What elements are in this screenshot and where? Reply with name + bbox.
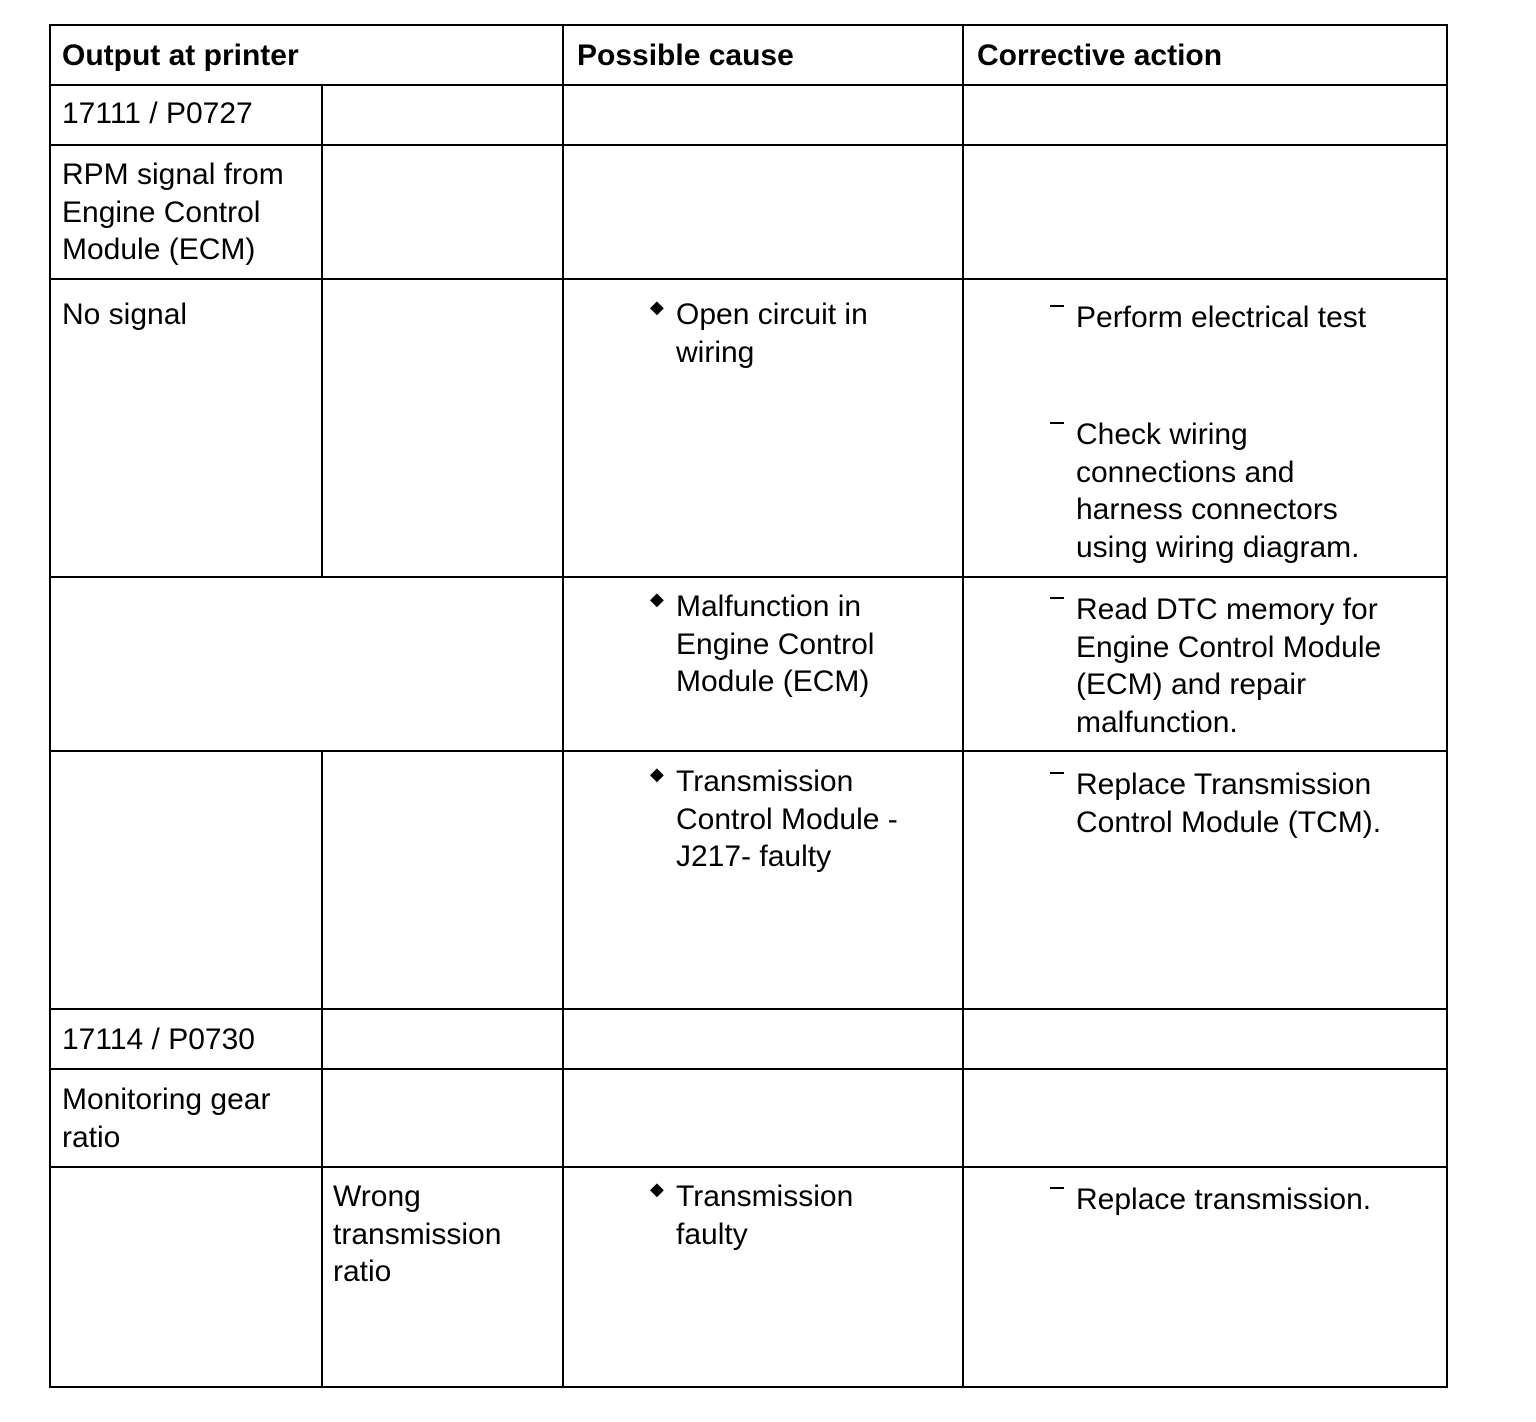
dash-icon [1050,422,1064,424]
dtc-code: 17114 / P0730 [62,1023,255,1056]
action-text: Perform electrical test [1076,301,1367,334]
cause-text: Transmission faulty [676,1180,854,1251]
row-divider [49,576,1448,578]
table-border-bottom [49,1386,1448,1388]
fault-condition: No signal [62,298,188,331]
row-divider [49,1008,1448,1010]
dash-icon [1050,772,1064,774]
action-text: Read DTC memory for Engine Control Module (ECM) and repair malfunction. [1076,593,1382,739]
dtc-description: RPM signal from Engine Control Module (ECM) [62,158,284,266]
diamond-bullet-icon: ◆ [650,589,664,609]
diamond-bullet-icon: ◆ [650,1179,664,1199]
table-border-right [1446,24,1448,1388]
column-divider [321,84,323,578]
action-text: Replace transmission. [1076,1183,1372,1216]
fault-condition: Wrong transmission ratio [333,1180,502,1288]
dash-icon [1050,305,1064,307]
action-text: Check wiring connections and harness connectors using wiring diagram. [1076,418,1360,564]
row-divider [49,750,1448,752]
cause-text: Transmission Control Module - J217- faulty [676,765,898,873]
dtc-description: Monitoring gear ratio [62,1083,271,1154]
row-divider [49,1166,1448,1168]
dash-icon [1050,1187,1064,1189]
column-divider [562,24,564,1388]
row-divider [49,144,1448,146]
action-text: Replace Transmission Control Module (TCM). [1076,768,1382,839]
table-border-top [49,24,1448,26]
column-divider [962,24,964,1388]
column-divider [321,750,323,1388]
cause-text: Malfunction in Engine Control Module (ECM) [676,590,875,698]
table-border-left [49,24,51,1388]
header-possible-cause: Possible cause [577,39,794,72]
cause-text: Open circuit in wiring [676,298,868,369]
header-output-at-printer: Output at printer [62,39,299,72]
row-divider [49,84,1448,86]
dash-icon [1050,597,1064,599]
header-corrective-action: Corrective action [977,39,1223,72]
diamond-bullet-icon: ◆ [650,764,664,784]
row-divider [49,278,1448,280]
row-divider [49,1068,1448,1070]
dtc-code: 17111 / P0727 [62,97,253,130]
diamond-bullet-icon: ◆ [650,297,664,317]
